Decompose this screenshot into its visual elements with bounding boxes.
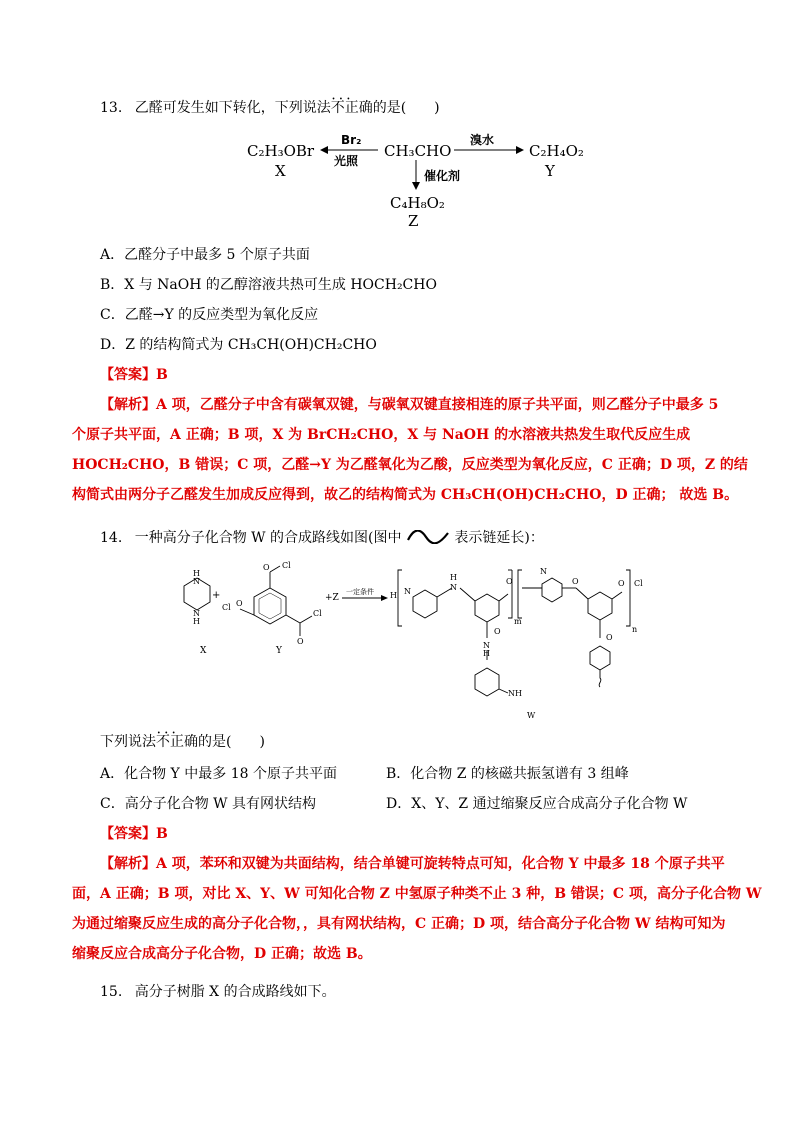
q14-option-a: A．化合物 Y 中最多 18 个原子共平面 xyxy=(100,766,337,782)
w-n-pip-1: N xyxy=(540,567,547,576)
reagent-bromine-water: 溴水 xyxy=(470,133,495,147)
x-h-top: H xyxy=(193,569,200,578)
polymer-w-structure xyxy=(398,570,630,696)
w-h-amide: H xyxy=(450,573,457,582)
reaction-condition: 一定条件 xyxy=(346,588,374,596)
q13-option-c: C．乙醛→Y 的反应类型为氧化反应 xyxy=(100,307,319,323)
q13-analysis-line-3: HOCH₂CHO，B 错误；C 项，乙醛→Y 为乙醛氧化为乙酸，反应类型为氧化反应，C 正确；D 项，Z 的结 xyxy=(72,457,748,473)
compound-y-structure xyxy=(240,566,312,636)
q14-stem-end: 表示链延长)： xyxy=(454,530,544,546)
compound-y-formula: C₂H₄O₂ xyxy=(529,142,584,160)
w-h-left: H xyxy=(390,591,397,600)
reagent-light: 光照 xyxy=(334,154,359,168)
compound-x-formula: C₂H₃OBr xyxy=(247,142,315,160)
w-n-amide: N xyxy=(450,583,457,592)
q14-option-c: C．高分子化合物 W 具有网状结构 xyxy=(100,796,317,812)
x-n-bottom: N xyxy=(193,609,200,618)
x-h-bottom: H xyxy=(193,617,200,626)
q14-option-d: D．X、Y、Z 通过缩聚反应合成高分子化合物 W xyxy=(386,796,688,812)
q14-option-b: B．化合物 Z 的核磁共振氢谱有 3 组峰 xyxy=(386,766,629,782)
q14-answer-label: 【答案】 xyxy=(100,826,156,842)
q14-stem xyxy=(100,528,544,548)
y-cl-right: Cl xyxy=(313,609,322,618)
wavy-chain-icon xyxy=(406,530,450,544)
x-n-top: N xyxy=(193,577,200,586)
q14-emphasis: • • • 不正确 xyxy=(156,734,198,750)
w-sub-m: m xyxy=(514,617,522,626)
y-o-right: O xyxy=(297,637,304,646)
q13-option-a: A．乙醛分子中最多 5 个原子共面 xyxy=(100,247,310,263)
q14-analysis-line-4: 缩聚反应合成高分子化合物，D 正确；故选 B。 xyxy=(72,946,372,962)
reagent-catalyst: 催化剂 xyxy=(424,169,461,183)
q14-answer xyxy=(100,824,168,844)
q14-answer-value: B xyxy=(156,826,168,842)
q13-reaction-scheme xyxy=(0,128,800,228)
q15-stem xyxy=(100,982,336,1002)
w-sub-n: n xyxy=(632,625,638,634)
q13-analysis-label: 【解析】 xyxy=(100,397,156,413)
q14-analysis-line-3: 为通过缩聚反应生成的高分子化合物，，具有网状结构，C 正确；D 项，结合高分子化合物 W 结构可知为 xyxy=(72,916,726,932)
q13-analysis-line-4: 构简式由两分子乙醛发生加成反应得到，故乙的结构简式为 CH₃CH(OH)CH₂CHO，D 正确； 故选 B。 xyxy=(72,487,739,503)
q13-stem xyxy=(100,98,440,118)
w-h-lower: H xyxy=(483,649,490,658)
w-o-chain: O xyxy=(506,577,513,586)
q14-stem-2: 下列说法• • • 不正确的是( ) xyxy=(100,732,265,752)
q13-analysis-line-1: 【解析】A 项，乙醛分子中含有碳氧双键，与碳氧双键直接相连的原子共平面，则乙醛分子中最多 5 xyxy=(100,397,719,413)
q14-synthesis-scheme xyxy=(0,558,800,723)
label-y: Y xyxy=(276,646,282,656)
compound-z-label: Z xyxy=(408,212,419,228)
q15-stem-text: 高分子树脂 X 的合成路线如下。 xyxy=(134,984,336,1000)
w-n-left: N xyxy=(404,587,411,596)
q13-answer xyxy=(100,365,168,385)
q14-stem-text: 一种高分子化合物 W 的合成路线如图(图中 xyxy=(134,530,402,546)
q14-number: 14. xyxy=(100,530,123,546)
w-cl-end: Cl xyxy=(634,579,643,588)
q13-option-b: B．X 与 NaOH 的乙醇溶液共热可生成 HOCH₂CHO xyxy=(100,277,437,293)
plus-z: +Z xyxy=(325,593,339,603)
q15-number: 15. xyxy=(100,984,123,1000)
q14-analysis-line-1: 【解析】A 项，苯环和双键为共面结构，结合单键可旋转特点可知，化合物 Y 中最多 18 个原子共平 xyxy=(100,856,725,872)
plus-sign: + xyxy=(212,590,221,601)
q13-answer-value: B xyxy=(156,367,168,383)
y-o-left: O xyxy=(236,599,243,608)
w-nh-tail: NH xyxy=(508,689,522,698)
label-x: X xyxy=(200,646,207,656)
label-w: W xyxy=(527,711,536,720)
q13-analysis-line-2: 个原子共平面，A 正确；B 项，X 为 BrCH₂CHO，X 与 NaOH 的水溶液共热发生取代反应生成 xyxy=(72,427,691,443)
q13-stem-end: 的是( ) xyxy=(372,100,440,116)
y-cl-top: Cl xyxy=(282,561,291,570)
reagent-br2: Br₂ xyxy=(341,133,362,147)
w-o-pip: O xyxy=(572,577,579,586)
q13-option-d: D．Z 的结构简式为 CH₃CH(OH)CH₂CHO xyxy=(100,337,377,353)
q13-number: 13. xyxy=(100,100,123,116)
y-cl-left: Cl xyxy=(222,603,231,612)
q14-analysis-label: 【解析】 xyxy=(100,856,156,872)
w-o-bottom: O xyxy=(606,633,613,642)
compound-z-formula: C₄H₈O₂ xyxy=(390,194,445,212)
y-o-top: O xyxy=(263,563,270,572)
compound-x-label: X xyxy=(275,162,286,180)
w-o-right: O xyxy=(618,579,625,588)
q13-answer-label: 【答案】 xyxy=(100,367,156,383)
w-n-lower: N xyxy=(483,641,490,650)
acetaldehyde-formula: CH₃CHO xyxy=(384,142,452,160)
compound-y-label: Y xyxy=(545,162,555,180)
q13-emphasis: • • • 不正确 xyxy=(331,100,373,116)
w-o-lower: O xyxy=(494,627,501,636)
q13-stem-text: 乙醛可发生如下转化，下列说法 xyxy=(134,100,331,116)
q14-analysis-line-2: 面，A 正确；B 项，对比 X、Y、W 可知化合物 Z 中氢原子种类不止 3 种，B 错误；C 项，高分子化合物 W xyxy=(72,886,762,902)
